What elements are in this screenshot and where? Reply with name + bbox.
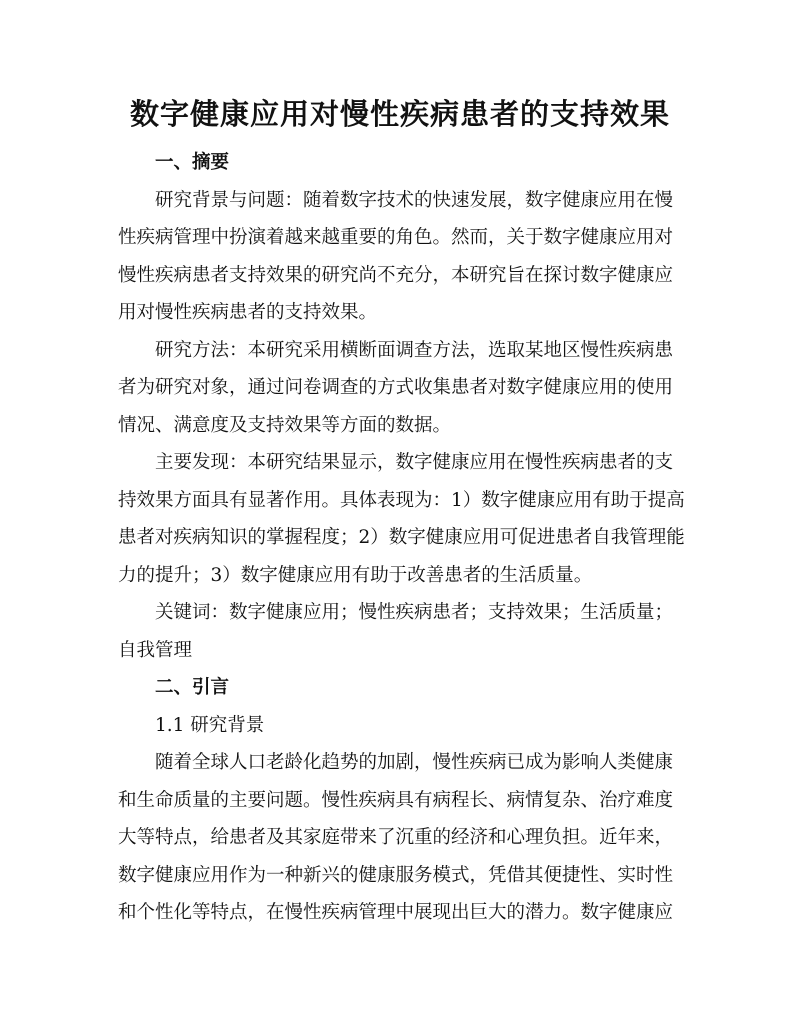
text-line: 持效果方面具有显著作用。具体表现为：1）数字健康应用有助于提高	[118, 489, 685, 511]
text-line: 患者对疾病知识的掌握程度；2）数字健康应用可促进患者自我管理能	[118, 527, 685, 548]
paragraph-keywords	[118, 594, 686, 669]
text-line: 关键词：数字健康应用；慢性疾病患者；支持效果；生活质量；	[155, 602, 674, 623]
paragraph-methods	[118, 332, 686, 445]
document-title: 数字健康应用对慢性疾病患者的支持效果	[129, 97, 670, 131]
document-body	[118, 144, 686, 932]
paragraph-findings	[118, 444, 686, 594]
text-line: 力的提升；3）数字健康应用有助于改善患者的生活质量。	[118, 564, 593, 586]
text-line: 者为研究对象，通过问卷调查的方式收集患者对数字健康应用的使用	[118, 377, 674, 398]
text-line: 随着全球人口老龄化趋势的加剧，慢性疾病已成为影响人类健康	[155, 752, 674, 773]
text-line: 自我管理	[118, 639, 193, 661]
text-line: 情况、满意度及支持效果等方面的数据。	[118, 414, 452, 436]
section-heading-abstract: 一、摘要	[155, 152, 230, 173]
text-line: 研究背景与问题：随着数字技术的快速发展，数字健康应用在慢	[155, 189, 674, 211]
text-line: 和个性化等特点，在慢性疾病管理中展现出巨大的潜力。数字健康应	[118, 902, 674, 923]
text-line: 性疾病管理中扮演着越来越重要的角色。然而，关于数字健康应用对	[118, 227, 674, 248]
text-line: 数字健康应用作为一种新兴的健康服务模式，凭借其便捷性、实时性	[118, 864, 674, 886]
paragraph-introduction	[118, 744, 686, 932]
text-line: 大等特点，给患者及其家庭带来了沉重的经济和心理负担。近年来，	[118, 827, 674, 848]
text-line: 研究方法：本研究采用横断面调查方法，选取某地区慢性疾病患	[155, 339, 674, 361]
section-heading-introduction: 二、引言	[155, 677, 230, 698]
subsection-heading-background: 1.1 研究背景	[155, 714, 265, 736]
text-line: 主要发现：本研究结果显示，数字健康应用在慢性疾病患者的支	[155, 452, 674, 473]
text-line: 慢性疾病患者支持效果的研究尚不充分，本研究旨在探讨数字健康应	[118, 264, 674, 286]
text-line: 用对慢性疾病患者的支持效果。	[118, 302, 378, 323]
text-line: 和生命质量的主要问题。慢性疾病具有病程长、病情复杂、治疗难度	[118, 789, 674, 811]
paragraph-background	[118, 182, 686, 332]
